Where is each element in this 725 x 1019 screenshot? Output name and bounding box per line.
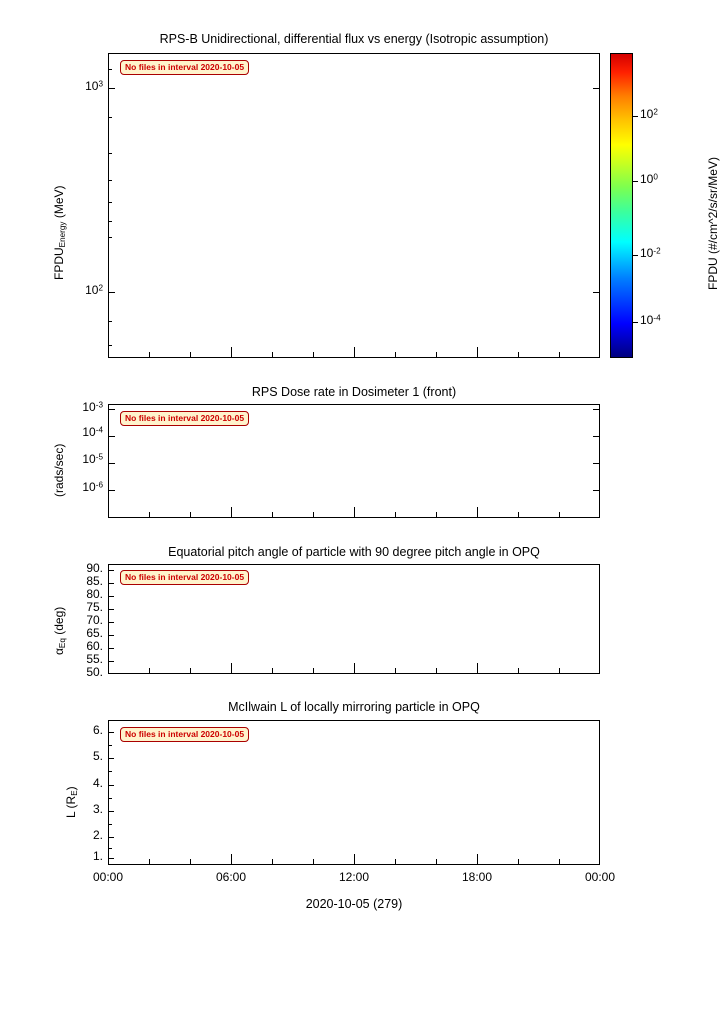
flux-ytick-1e2: $10^2$ <box>85 283 103 297</box>
pitch-y-axis-label: $\alpha_{Eq}$ (deg) <box>52 606 68 655</box>
l-xtick <box>395 859 396 865</box>
dose-xtick <box>108 512 109 518</box>
l-xtick <box>272 859 273 865</box>
pitch-ytick-50: 50. <box>86 665 103 679</box>
l-ytick-4: 4. <box>92 776 103 790</box>
colorbar-tick-mark <box>633 255 638 256</box>
colorbar-tick-1e0: $10^0$ <box>640 172 658 186</box>
pitch-xtick <box>395 668 396 674</box>
l-ytick-2: 2. <box>92 828 103 842</box>
l-ytick-mark <box>108 785 114 786</box>
pitch-xtick <box>108 668 109 674</box>
colorbar <box>610 53 633 358</box>
colorbar-tick-1em2: $10^{-2}$ <box>640 246 661 260</box>
dose-xtick <box>272 512 273 518</box>
xtick-label-0000-start: 00:00 <box>92 870 124 884</box>
xtick-label-0600: 06:00 <box>215 870 247 884</box>
dose-xtick <box>395 512 396 518</box>
l-xtick-major <box>354 854 355 865</box>
dose-ytick-mark <box>108 409 115 410</box>
pitch-xtick-major <box>477 663 478 674</box>
l-ytick-1: 1. <box>92 849 103 863</box>
flux-xtick-major <box>477 347 478 358</box>
xtick-label-1800: 18:00 <box>461 870 493 884</box>
flux-xtick <box>559 352 560 358</box>
pitch-xtick <box>272 668 273 674</box>
flux-y-axis-label: $FPDU_{Energy}$ (MeV) <box>52 185 68 280</box>
no-files-annotation-l: No files in interval 2020-10-05 <box>120 727 249 742</box>
dose-xtick <box>313 512 314 518</box>
l-xtick-major <box>477 854 478 865</box>
dose-xtick-major <box>477 507 478 518</box>
dose-ytick-1em3: $10^{-3}$ <box>82 400 103 414</box>
pitch-ytick-85: 85. <box>86 574 103 588</box>
dose-y-axis-label: (rads/sec) <box>52 443 66 497</box>
pitch-ytick-mark <box>108 570 114 571</box>
flux-xtick-major <box>354 347 355 358</box>
dose-xtick <box>190 512 191 518</box>
colorbar-axis-label: FPDU (#/cm^2/s/sr/MeV) <box>706 157 720 290</box>
pitch-ytick-80: 80. <box>86 587 103 601</box>
dose-ytick-mark-right <box>593 490 600 491</box>
dose-ytick-1em6: $10^{-6}$ <box>82 480 103 494</box>
l-xtick <box>149 859 150 865</box>
flux-plot-area <box>108 53 600 358</box>
l-xtick <box>436 859 437 865</box>
dose-xtick-major <box>231 507 232 518</box>
l-ytick-minor <box>108 848 112 849</box>
l-ytick-mark <box>108 758 114 759</box>
pitch-ytick-90: 90. <box>86 561 103 575</box>
dose-xtick <box>436 512 437 518</box>
pitch-xtick-major <box>354 663 355 674</box>
flux-ytick-1e3: $10^3$ <box>85 79 103 93</box>
pitch-ytick-mark <box>108 635 114 636</box>
flux-xtick <box>395 352 396 358</box>
dose-ytick-mark-right <box>593 463 600 464</box>
pitch-xtick <box>149 668 150 674</box>
flux-ytick-minor <box>108 202 112 203</box>
flux-ytick-minor <box>108 221 112 222</box>
pitch-ytick-mark <box>108 596 114 597</box>
pitch-xtick-major <box>231 663 232 674</box>
dose-xtick <box>559 512 560 518</box>
pitch-ytick-65: 65. <box>86 626 103 640</box>
flux-xtick <box>518 352 519 358</box>
panel-pitch-title: Equatorial pitch angle of particle with 90 degree pitch angle in OPQ <box>168 545 540 559</box>
panel-l-title: McIlwain L of locally mirroring particle in OPQ <box>228 700 480 714</box>
dose-xtick <box>149 512 150 518</box>
flux-xtick <box>190 352 191 358</box>
dose-ytick-1em4: $10^{-4}$ <box>82 425 103 439</box>
dose-ytick-mark-right <box>593 409 600 410</box>
colorbar-tick-mark <box>633 322 638 323</box>
flux-ytick-minor <box>108 321 112 322</box>
l-ytick-3: 3. <box>92 802 103 816</box>
flux-ytick-mark-1e2-right <box>593 292 600 293</box>
pitch-ytick-mark <box>108 609 114 610</box>
pitch-ytick-mark <box>108 583 114 584</box>
panel-flux-title: RPS-B Unidirectional, differential flux vs energy (Isotropic assumption) <box>159 32 549 46</box>
flux-ytick-minor <box>108 117 112 118</box>
pitch-ytick-75: 75. <box>86 600 103 614</box>
flux-ytick-minor <box>108 69 112 70</box>
l-ytick-minor <box>108 824 112 825</box>
xtick-label-0000-end: 00:00 <box>584 870 616 884</box>
pitch-ytick-70: 70. <box>86 613 103 627</box>
l-xtick <box>190 859 191 865</box>
colorbar-gradient <box>611 54 632 357</box>
no-files-annotation-flux: No files in interval 2020-10-05 <box>120 60 249 75</box>
dose-xtick-major <box>354 507 355 518</box>
l-ytick-minor <box>108 798 112 799</box>
l-xtick <box>108 859 109 865</box>
l-ytick-6: 6. <box>92 723 103 737</box>
dose-xtick <box>599 512 600 518</box>
l-xtick <box>313 859 314 865</box>
pitch-xtick <box>599 668 600 674</box>
pitch-ytick-55: 55. <box>86 652 103 666</box>
dose-xtick <box>518 512 519 518</box>
pitch-ytick-mark <box>108 648 114 649</box>
xtick-label-1200: 12:00 <box>338 870 370 884</box>
flux-ytick-minor <box>108 180 112 181</box>
dose-ytick-1em5: $10^{-5}$ <box>82 452 103 466</box>
flux-xtick <box>108 352 109 358</box>
flux-xtick <box>313 352 314 358</box>
dose-ytick-mark <box>108 490 115 491</box>
l-xtick <box>599 859 600 865</box>
x-axis-label: 2020-10-05 (279) <box>305 897 403 911</box>
l-ytick-mark <box>108 837 114 838</box>
flux-xtick <box>436 352 437 358</box>
colorbar-tick-1em4: $10^{-4}$ <box>640 313 661 327</box>
flux-xtick-major <box>231 347 232 358</box>
pitch-ytick-mark <box>108 661 114 662</box>
dose-ytick-mark <box>108 463 115 464</box>
panel-dose-title: RPS Dose rate in Dosimeter 1 (front) <box>251 385 457 399</box>
l-xtick <box>559 859 560 865</box>
flux-ytick-minor <box>108 345 112 346</box>
dose-ytick-mark-right <box>593 436 600 437</box>
l-ytick-5: 5. <box>92 749 103 763</box>
l-ytick-mark <box>108 732 114 733</box>
pitch-xtick <box>190 668 191 674</box>
colorbar-tick-mark <box>633 116 638 117</box>
flux-xtick <box>149 352 150 358</box>
colorbar-tick-mark <box>633 181 638 182</box>
l-ytick-mark <box>108 811 114 812</box>
dose-ytick-mark <box>108 436 115 437</box>
flux-ytick-minor <box>108 153 112 154</box>
l-xtick <box>518 859 519 865</box>
l-y-axis-label: L $(R_E)$ <box>64 786 80 818</box>
pitch-xtick <box>559 668 560 674</box>
flux-ytick-mark-1e3 <box>108 88 115 89</box>
l-xtick-major <box>231 854 232 865</box>
pitch-ytick-60: 60. <box>86 639 103 653</box>
pitch-xtick <box>436 668 437 674</box>
l-ytick-minor <box>108 771 112 772</box>
flux-xtick <box>599 352 600 358</box>
l-ytick-minor <box>108 745 112 746</box>
flux-xtick <box>272 352 273 358</box>
colorbar-tick-1e2: $10^2$ <box>640 107 658 121</box>
pitch-xtick <box>313 668 314 674</box>
no-files-annotation-dose: No files in interval 2020-10-05 <box>120 411 249 426</box>
pitch-ytick-mark <box>108 622 114 623</box>
flux-ytick-mark-1e2 <box>108 292 115 293</box>
no-files-annotation-pitch: No files in interval 2020-10-05 <box>120 570 249 585</box>
flux-ytick-minor <box>108 237 112 238</box>
pitch-xtick <box>518 668 519 674</box>
flux-ytick-mark-1e3-right <box>593 88 600 89</box>
